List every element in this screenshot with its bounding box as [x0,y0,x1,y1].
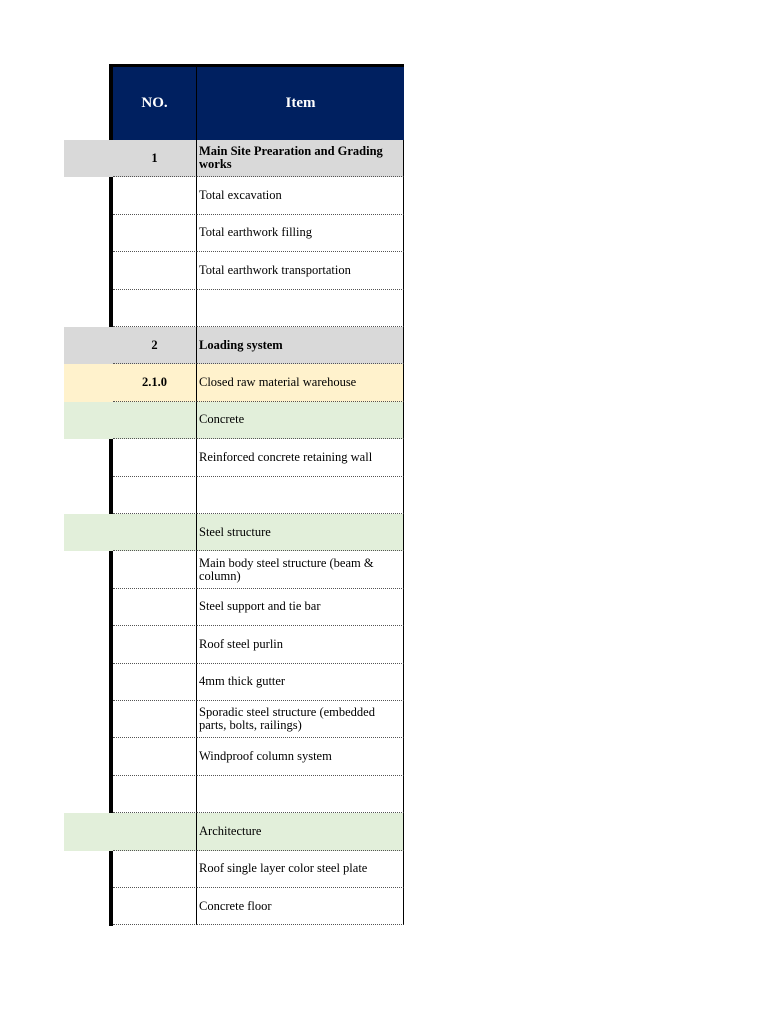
row-gutter [64,477,113,514]
table-row [64,589,404,626]
table-row [64,439,404,476]
cell-item[interactable] [197,290,404,327]
cell-no[interactable] [113,402,197,439]
table-row [64,477,404,514]
column-header-item[interactable]: Item [285,95,316,111]
table-row [64,813,404,850]
table-row [64,776,404,813]
cell-item[interactable]: Total earthwork transportation [197,252,404,289]
table-header-row [113,64,404,140]
table-row [64,364,404,401]
table-row [64,140,404,177]
table-row [64,252,404,289]
cell-no[interactable]: 2.1.0 [113,364,197,401]
row-gutter [64,252,113,289]
row-gutter [64,888,113,925]
cell-item[interactable]: Total earthwork filling [197,215,404,252]
table-row [64,177,404,214]
row-gutter [64,626,113,663]
cell-no[interactable] [113,776,197,813]
cell-no[interactable] [113,664,197,701]
cell-no[interactable] [113,177,197,214]
cell-no[interactable] [113,738,197,775]
cell-no[interactable] [113,215,197,252]
cell-item[interactable]: Closed raw material warehouse [197,364,404,401]
table-row [64,514,404,551]
row-gutter [64,290,113,327]
cell-no[interactable] [113,701,197,738]
table-row [64,215,404,252]
row-gutter [64,439,113,476]
cell-item[interactable]: Main body steel structure (beam & column) [197,551,404,588]
cell-no[interactable] [113,626,197,663]
table-row [64,290,404,327]
row-gutter [64,215,113,252]
row-gutter [64,140,113,177]
cell-item[interactable]: Total excavation [197,177,404,214]
row-gutter [64,364,113,401]
cell-item[interactable]: Reinforced concrete retaining wall [197,439,404,476]
row-gutter [64,813,113,850]
cell-item[interactable]: Architecture [197,813,404,850]
column-header-no[interactable]: NO. [113,67,197,140]
cell-item[interactable]: Windproof column system [197,738,404,775]
cell-item[interactable]: Concrete [197,402,404,439]
table-row [64,888,404,925]
row-gutter [64,701,113,738]
cell-no[interactable] [113,813,197,850]
cell-item[interactable]: Loading system [197,327,404,364]
cell-item[interactable]: Steel structure [197,514,404,551]
cell-item[interactable] [197,477,404,514]
row-gutter [64,177,113,214]
cell-no[interactable]: 1 [113,140,197,177]
table-row [64,851,404,888]
cell-item[interactable]: Steel support and tie bar [197,589,404,626]
row-gutter [64,851,113,888]
cell-no[interactable] [113,477,197,514]
cell-item[interactable]: Roof single layer color steel plate [197,851,404,888]
table-row [64,664,404,701]
cell-item[interactable]: Sporadic steel structure (embedded parts, bolts, railings) [197,701,404,738]
cell-item[interactable]: Roof steel purlin [197,626,404,663]
cell-no[interactable] [113,252,197,289]
table-row [64,402,404,439]
table-row [64,551,404,588]
table-row [64,701,404,738]
table-row [64,327,404,364]
cell-no[interactable] [113,290,197,327]
cell-item[interactable]: Concrete floor [197,888,404,925]
cell-no[interactable] [113,888,197,925]
cell-no[interactable] [113,439,197,476]
cell-no[interactable] [113,514,197,551]
row-gutter [64,327,113,364]
row-gutter [64,514,113,551]
row-gutter [64,589,113,626]
row-gutter [64,738,113,775]
cell-no[interactable] [113,589,197,626]
row-gutter [64,551,113,588]
row-gutter [64,776,113,813]
row-gutter [64,402,113,439]
row-gutter [64,664,113,701]
cell-no[interactable] [113,551,197,588]
table-row [64,738,404,775]
cell-item[interactable]: 4mm thick gutter [197,664,404,701]
table-row [64,626,404,663]
cell-item[interactable]: Main Site Prearation and Grading works [197,140,404,177]
cell-item[interactable] [197,776,404,813]
cell-no[interactable]: 2 [113,327,197,364]
cell-no[interactable] [113,851,197,888]
